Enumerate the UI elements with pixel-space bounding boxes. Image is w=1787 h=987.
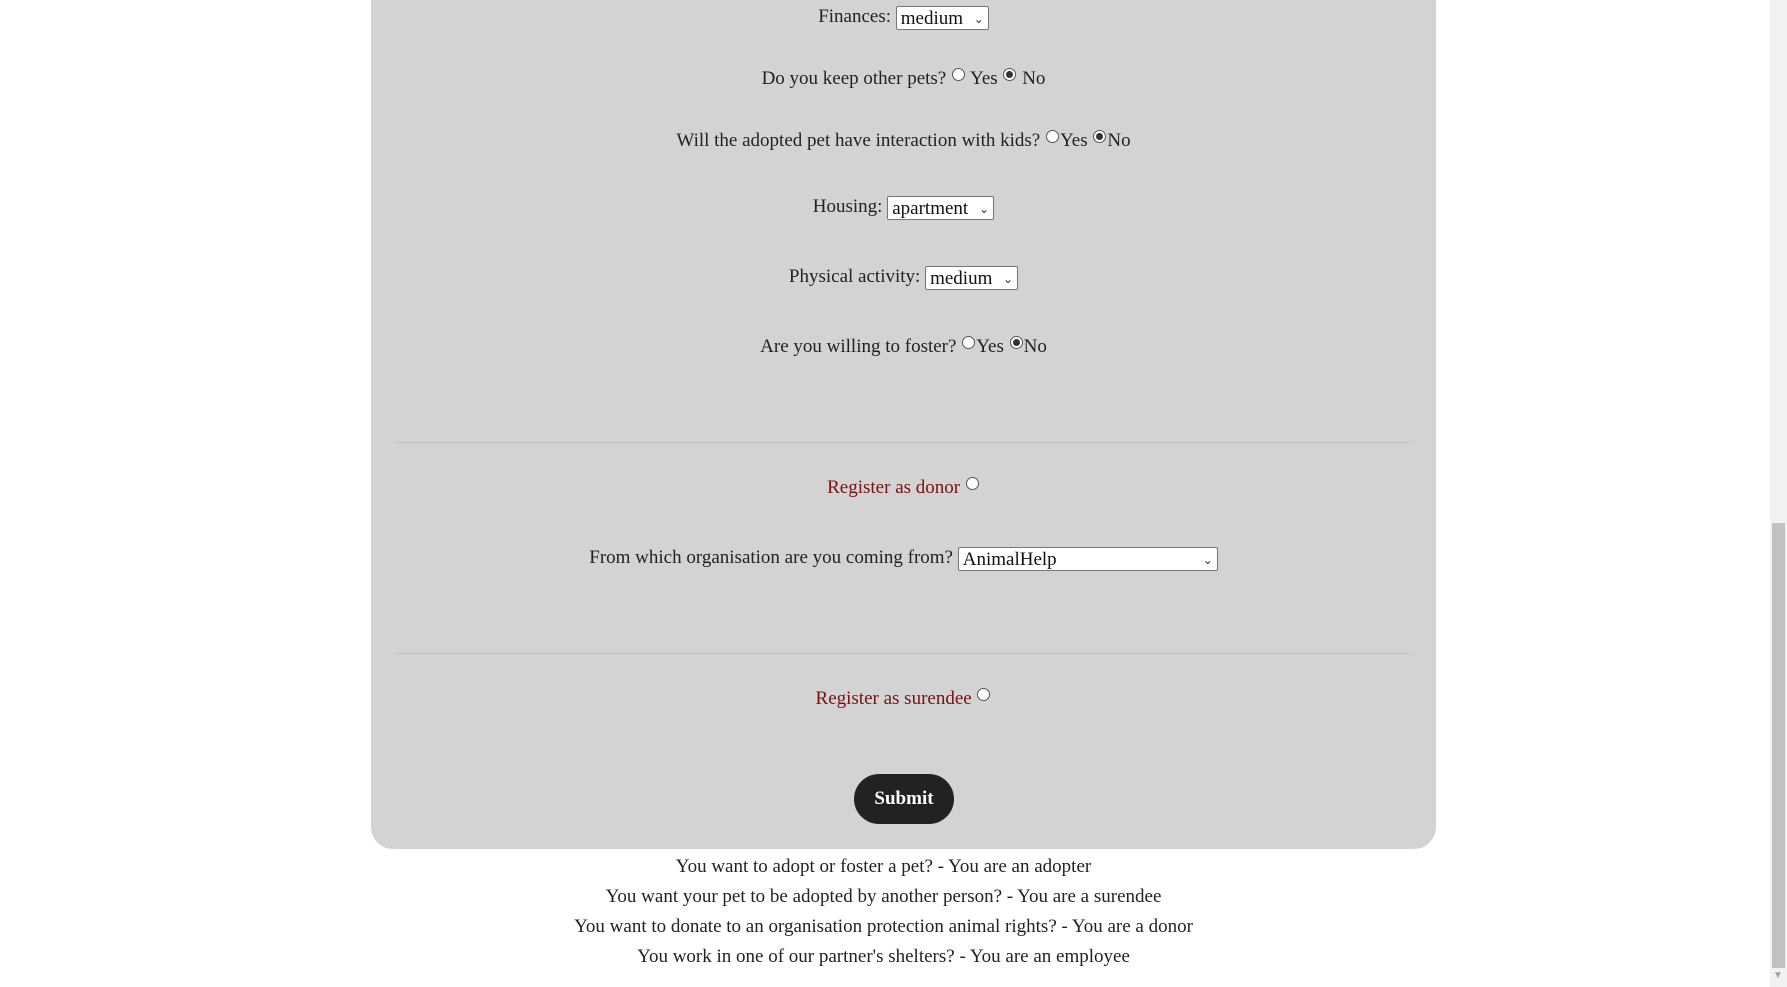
foster-yes-radio[interactable] [962,336,975,349]
donor-row [371,476,1436,500]
role-info-line: You want to donate to an organisation protection animal rights? - You are a donor [574,916,1193,937]
role-info-line: You want your pet to be adopted by another person? - You are a surendee [605,886,1162,907]
activity-label: Physical activity: [788,266,921,287]
kids-row [371,129,1436,153]
donor-radio[interactable] [966,477,979,490]
other-pets-no-radio[interactable] [1003,68,1016,81]
surendee-radio[interactable] [977,688,990,701]
registration-form [371,0,1436,849]
foster-row [371,335,1436,359]
scroll-down-arrow-icon[interactable]: ▼ [1773,970,1783,981]
surendee-title: Register as surendee [815,688,972,709]
section-divider [396,442,1411,443]
foster-no-radio[interactable] [1010,336,1023,349]
finances-select-value: medium [900,7,964,29]
scrollbar-thumb[interactable] [1772,523,1785,968]
role-info-line: You want to adopt or foster a pet? - You are an adopter [675,856,1092,877]
surendee-row [371,687,1436,711]
housing-row [371,195,1436,220]
finances-select[interactable] [896,6,989,30]
other-pets-no-label: No [1022,68,1046,89]
kids-yes-radio[interactable] [1046,130,1059,143]
housing-select-value: apartment [892,197,969,219]
finances-label: Finances: [818,6,892,27]
kids-yes-label: Yes [1059,130,1088,151]
foster-yes-label: Yes [976,336,1004,357]
chevron-down-icon: ⌄ [973,11,984,26]
chevron-down-icon: ⌄ [1202,552,1213,567]
kids-no-label: No [1107,130,1131,151]
vertical-scrollbar[interactable] [1770,0,1787,987]
other-pets-yes-radio[interactable] [952,68,965,81]
role-info [371,852,1396,972]
other-pets-row [371,67,1436,91]
organisation-select[interactable] [958,547,1218,571]
organisation-row [371,546,1436,571]
other-pets-yes-label: Yes [970,68,998,89]
foster-no-label: No [1023,336,1047,357]
organisation-select-value: AnimalHelp [962,548,1057,570]
chevron-down-icon: ⌄ [979,201,990,216]
housing-label: Housing: [812,196,883,217]
other-pets-label: Do you keep other pets? [761,68,947,89]
activity-row [371,265,1436,290]
role-info-line: You work in one of our partner's shelters? - You are an employee [637,946,1130,967]
kids-no-radio[interactable] [1093,130,1106,143]
housing-select[interactable] [887,196,994,220]
donor-title: Register as donor [827,477,961,498]
kids-label: Will the adopted pet have interaction with kids? [676,130,1041,151]
submit-button[interactable]: Submit [854,774,954,824]
chevron-down-icon: ⌄ [1003,271,1014,286]
section-divider [396,653,1411,654]
activity-select-value: medium [930,267,993,289]
foster-label: Are you willing to foster? [760,336,957,357]
activity-select[interactable] [925,266,1018,290]
finances-row [371,5,1436,30]
organisation-label: From which organisation are you coming from? [589,547,953,568]
